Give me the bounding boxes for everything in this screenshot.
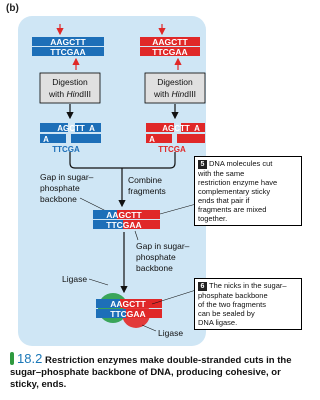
right-frag-a-text: A [149,135,155,144]
ligated-top-text: AAGCTT [110,299,146,309]
dna-left-original [32,37,104,57]
left-frag-bottom-text: TTCGA [52,145,80,154]
note5-line6: fragments are mixed [198,205,267,214]
caption-text: Restriction enzymes make double-stranded cuts in the sugar–phosphate backbone of DNA, producing cohesive, or sticky, ends. [10,355,292,390]
step-6-badge: 6 [198,282,207,291]
left-frag-a-text: A [43,135,49,144]
ligase-bottom-label: Ligase [158,328,184,338]
combine-line1: Combine [128,175,163,185]
figure-caption [10,352,298,391]
combine-line2: fragments [128,186,166,196]
right-frag-a2-text: A [194,124,200,133]
gap-right-line2: phosphate [136,252,176,262]
dna-right-top-text: AAGCTT [152,37,188,47]
note-step-5 [194,156,302,226]
right-frag-top-text: AGCTT [162,124,190,133]
note5-line1: DNA molecules cut [209,159,273,168]
digestion-right-line2: with HindIII [153,89,197,99]
dna-combined [93,210,160,230]
dna-left-top-text: AAGCTT [50,37,86,47]
note5-line4: complementary sticky [198,187,271,196]
left-frag-top-text: AGCTT [57,124,85,133]
gap-left-line3: backbone [40,194,77,204]
digestion-left-line2: with HindIII [48,89,92,99]
note6-line3: of the two fragments [198,300,266,309]
ligase-left-label: Ligase [62,274,88,284]
note5-line3: restriction enzyme have [198,178,278,187]
digestion-left-line1: Digestion [52,77,88,87]
gap-left-line1: Gap in sugar– [40,172,94,182]
left-frag-a2-text: A [89,124,95,133]
note-step-6 [194,278,302,330]
note6-line2: phosphate backbone [198,291,268,300]
panel-label: (b) [6,3,19,14]
caption-marker [10,352,14,365]
dna-ligated [96,299,162,319]
digestion-right-line1: Digestion [157,77,193,87]
figure-number: 18.2 [17,351,43,366]
note5-line5: ends that pair if [198,196,250,205]
step-5-badge: 5 [198,160,207,169]
note6-line1: The nicks in the sugar– [209,281,287,290]
gap-right-line1: Gap in sugar– [136,241,190,251]
note5-line2: with the same [198,169,245,178]
ligated-bottom-text: TTCGAA [110,309,146,319]
combined-bottom-text: TTCGAA [106,220,142,230]
gap-right-line3: backbone [136,263,173,273]
note6-line4: can be sealed by [198,309,255,318]
note5-line7: together. [198,214,228,223]
note6-line5: DNA ligase. [198,318,238,327]
dna-left-bottom-text: TTCGAA [50,47,86,57]
combined-top-text: AAGCTT [106,210,142,220]
dna-right-original [140,37,200,57]
gap-left-line2: phosphate [40,183,80,193]
right-frag-bottom-text: TTCGA [158,145,186,154]
dna-right-bottom-text: TTCGAA [152,47,188,57]
